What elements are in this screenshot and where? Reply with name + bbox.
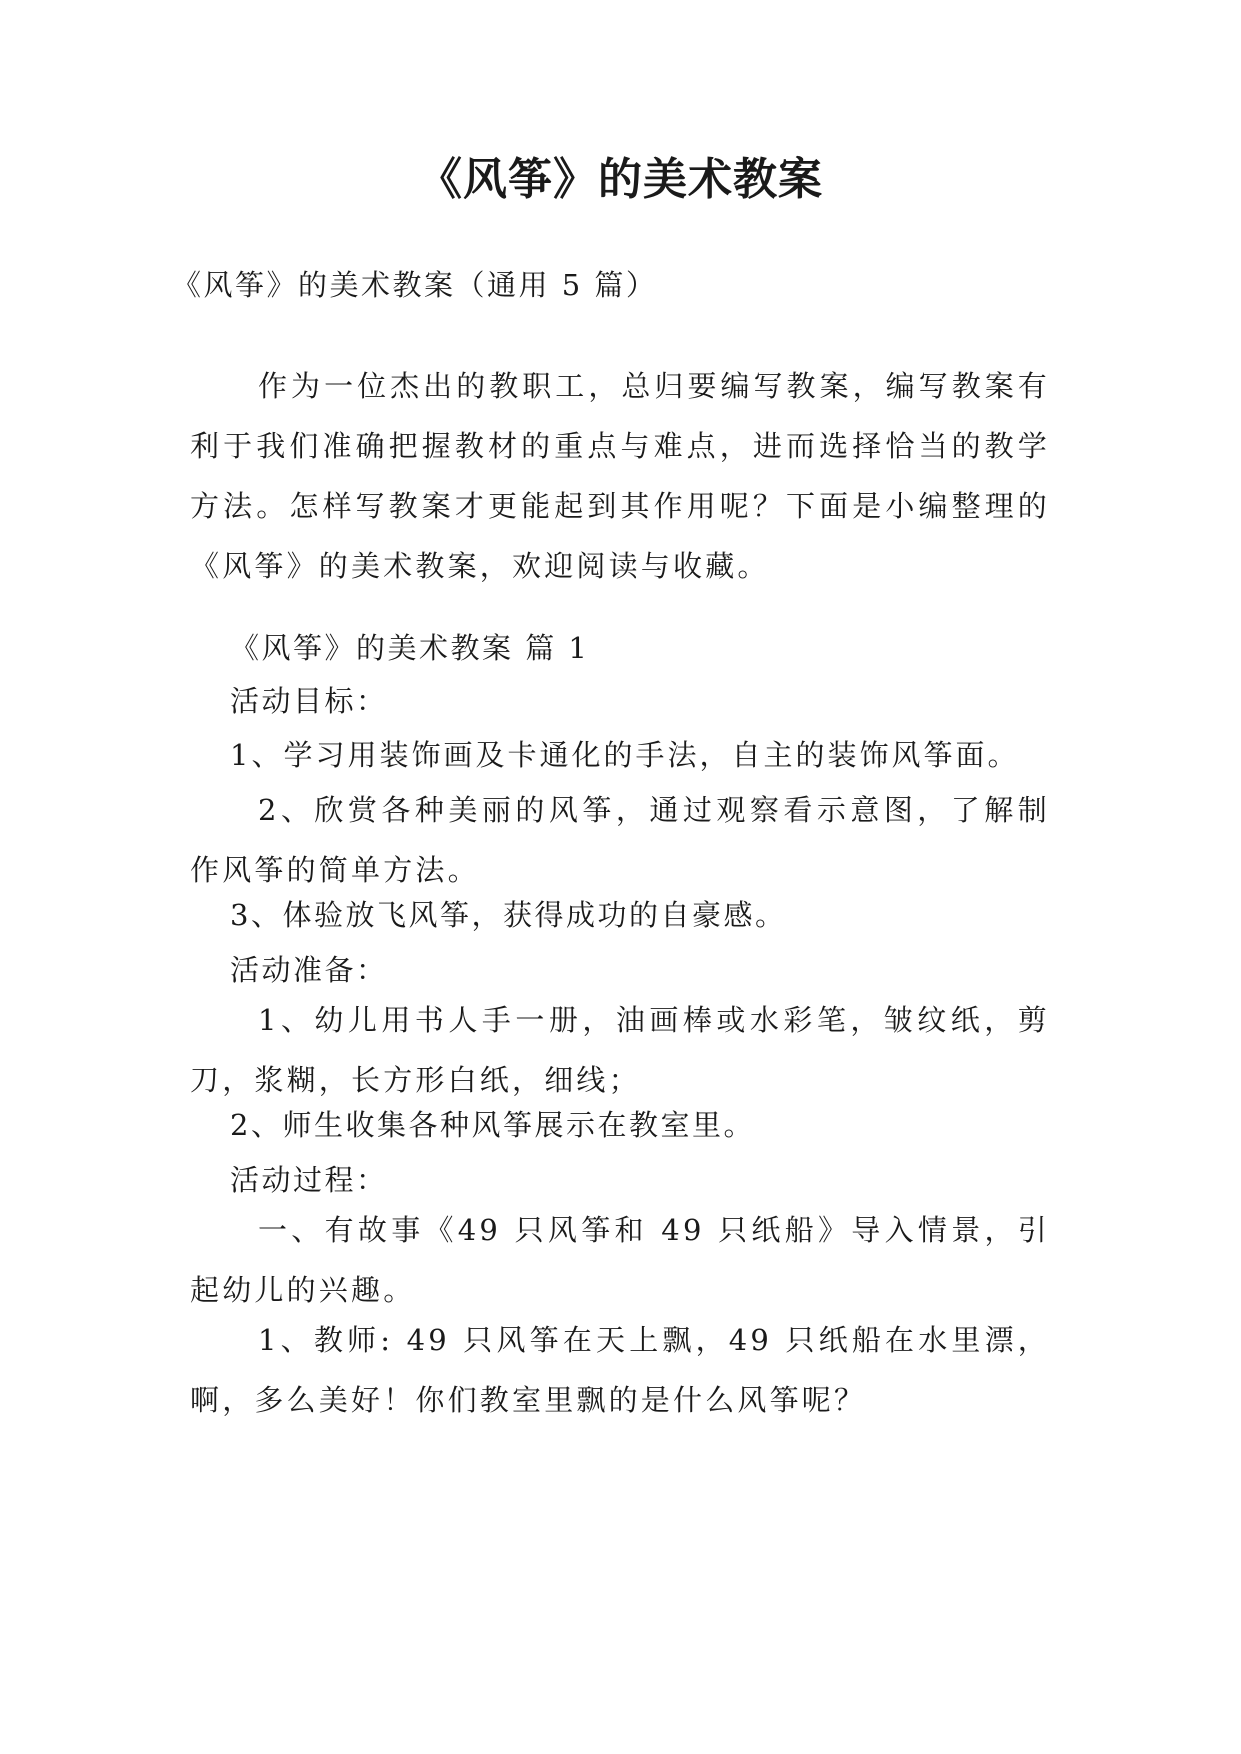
process-heading: 活动过程： xyxy=(230,1163,388,1197)
process-item-1: 一、有故事《49 只风筝和 49 只纸船》导入情景，引起幼儿的兴趣。 xyxy=(190,1213,1050,1307)
goal-item-1: 1、学习用装饰画及卡通化的手法，自主的装饰风筝面。 xyxy=(230,738,1020,772)
prep-item-1: 1、幼儿用书人手一册，油画棒或水彩笔，皱纹纸，剪刀，浆糊，长方形白纸，细线； xyxy=(190,1003,1050,1097)
intro-paragraph: 作为一位杰出的教职工，总归要编写教案，编写教案有利于我们准确把握教材的重点与难点，进而选择恰当的教学方法。怎样写教案才更能起到其作用呢？下面是小编整理的《风筝》的美术教案，欢迎阅读与收藏。 xyxy=(190,369,1050,583)
document-subtitle: 《风筝》的美术教案（通用 5 篇） xyxy=(172,268,658,302)
goal-item-3: 3、体验放飞风筝，获得成功的自豪感。 xyxy=(230,898,787,932)
prep-heading: 活动准备： xyxy=(230,953,388,987)
document-title: 《风筝》的美术教案 xyxy=(418,154,823,205)
goals-heading: 活动目标： xyxy=(230,684,388,718)
prep-item-2: 2、师生收集各种风筝展示在教室里。 xyxy=(230,1108,755,1142)
section-heading: 《风筝》的美术教案 篇 1 xyxy=(230,631,590,665)
process-item-2: 1、教师: 49 只风筝在天上飘，49 只纸船在水里漂，啊，多么美好！你们教室里飘的是什么风筝呢？ xyxy=(190,1323,1050,1417)
goal-item-2: 2、欣赏各种美丽的风筝，通过观察看示意图，了解制作风筝的简单方法。 xyxy=(190,793,1050,887)
